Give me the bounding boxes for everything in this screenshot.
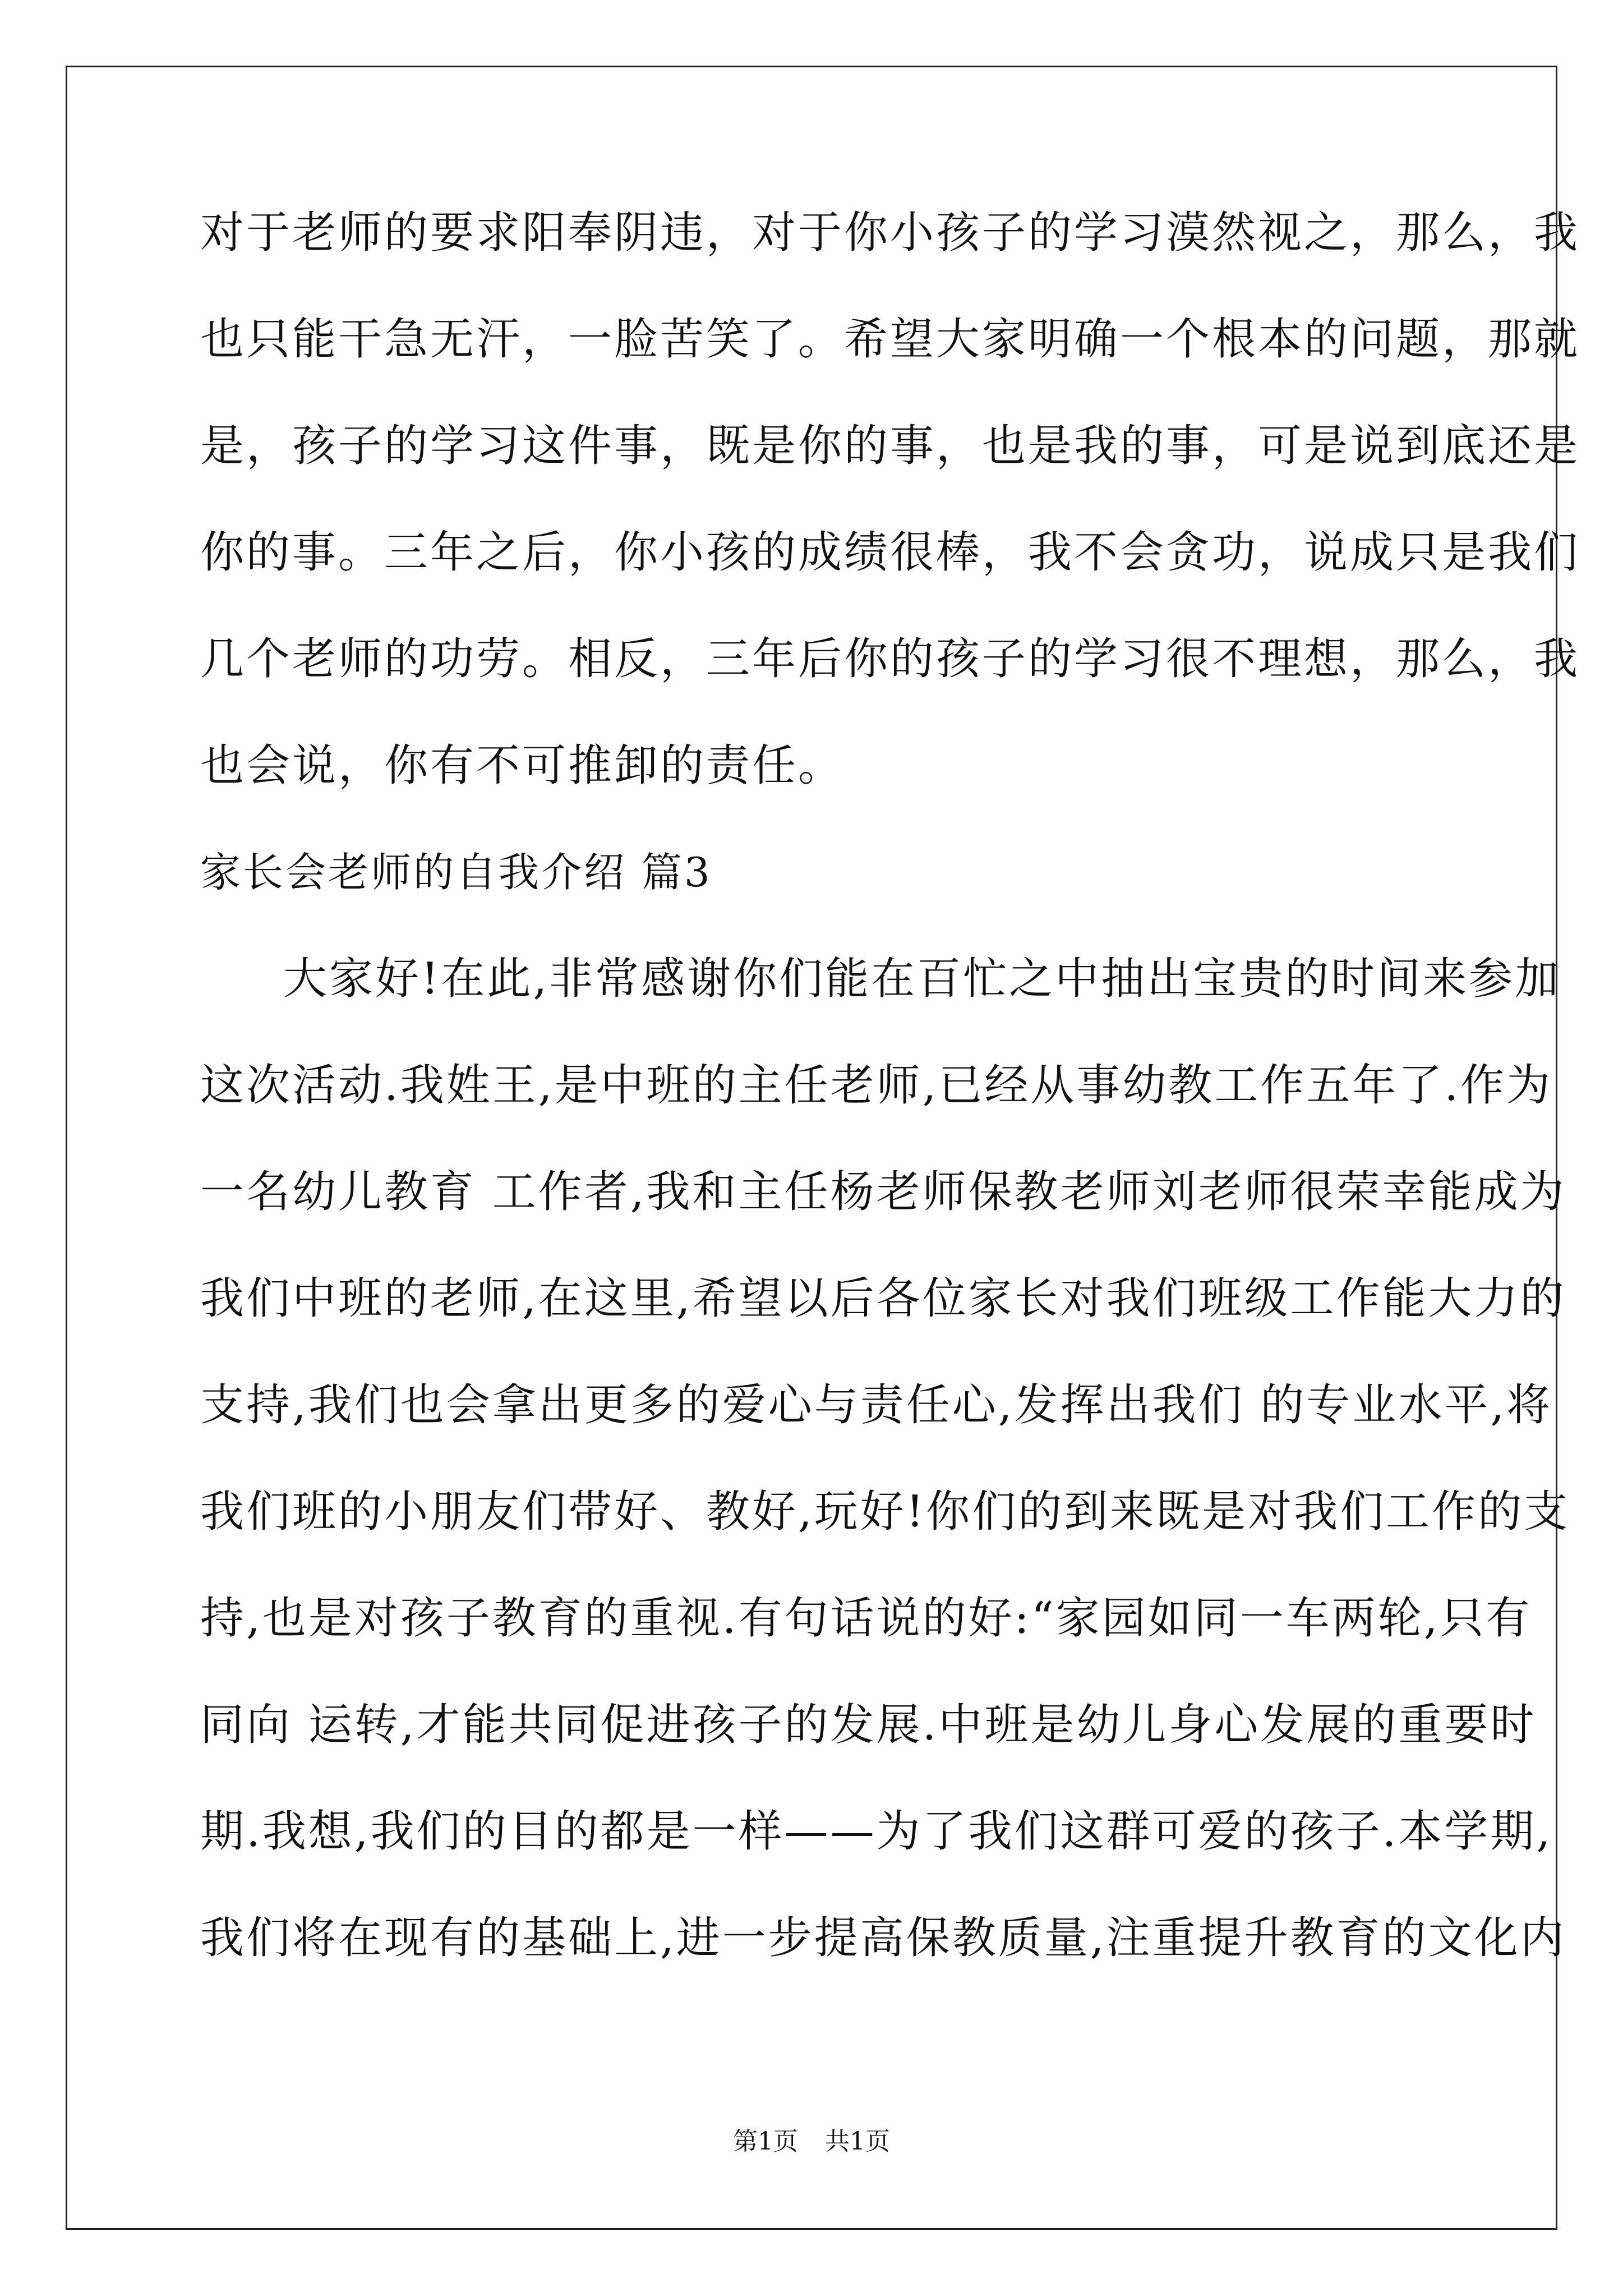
page-footer [0, 2125, 1623, 2159]
paragraph-line: 也会说，你有不可推卸的责任。 [200, 740, 845, 791]
paragraph-line: 是，孩子的学习这件事，既是你的事，也是我的事，可是说到底还是 [200, 421, 1580, 471]
page-number: 第1页 [733, 2127, 798, 2156]
paragraph-line: 持,也是对孩子教育的重视.有句话说的好:“家园如同一车两轮,只有 [200, 1593, 1532, 1644]
paragraph-line: 我们班的小朋友们带好、教好,玩好!你们的到来既是对我们工作的支 [200, 1487, 1570, 1537]
paragraph-line: 支持,我们也会拿出更多的爱心与责任心,发挥出我们 的专业水平,将 [200, 1380, 1553, 1430]
page-total: 共1页 [825, 2127, 890, 2156]
paragraph-line: 也只能干急无汗，一脸苦笑了。希望大家明确一个根本的问题，那就 [200, 314, 1580, 365]
paragraph-line: 我们中班的老师,在这里,希望以后各位家长对我们班级工作能大力的 [200, 1273, 1566, 1324]
paragraph-line: 对于老师的要求阳奉阴违，对于你小孩子的学习漠然视之，那么，我 [200, 208, 1580, 258]
paragraph-line: 几个老师的功劳。相反，三年后你的孩子的学习很不理想，那么，我 [200, 634, 1580, 684]
section-heading: 家长会老师的自我介绍 篇3 [200, 849, 712, 896]
paragraph-line: 大家好!在此,非常感谢你们能在百忙之中抽出宝贵的时间来参加 [283, 954, 1561, 1004]
page-border [66, 66, 1580, 2230]
paragraph-line: 期.我想,我们的目的都是一样——为了我们这群可爱的孩子.本学期, [200, 1806, 1553, 1857]
paragraph-line: 这次活动.我姓王,是中班的主任老师,已经从事幼教工作五年了.作为 [200, 1060, 1553, 1111]
paragraph-line: 一名幼儿教育 工作者,我和主任杨老师保教老师刘老师很荣幸能成为 [200, 1167, 1566, 1217]
paragraph-line: 同向 运转,才能共同促进孩子的发展.中班是幼儿身心发展的重要时 [200, 1700, 1537, 1750]
paragraph-line: 你的事。三年之后，你小孩的成绩很棒，我不会贪功，说成只是我们 [200, 527, 1580, 578]
paragraph-line: 我们将在现有的基础上,进一步提高保教质量,注重提升教育的文化内 [200, 1913, 1566, 1963]
